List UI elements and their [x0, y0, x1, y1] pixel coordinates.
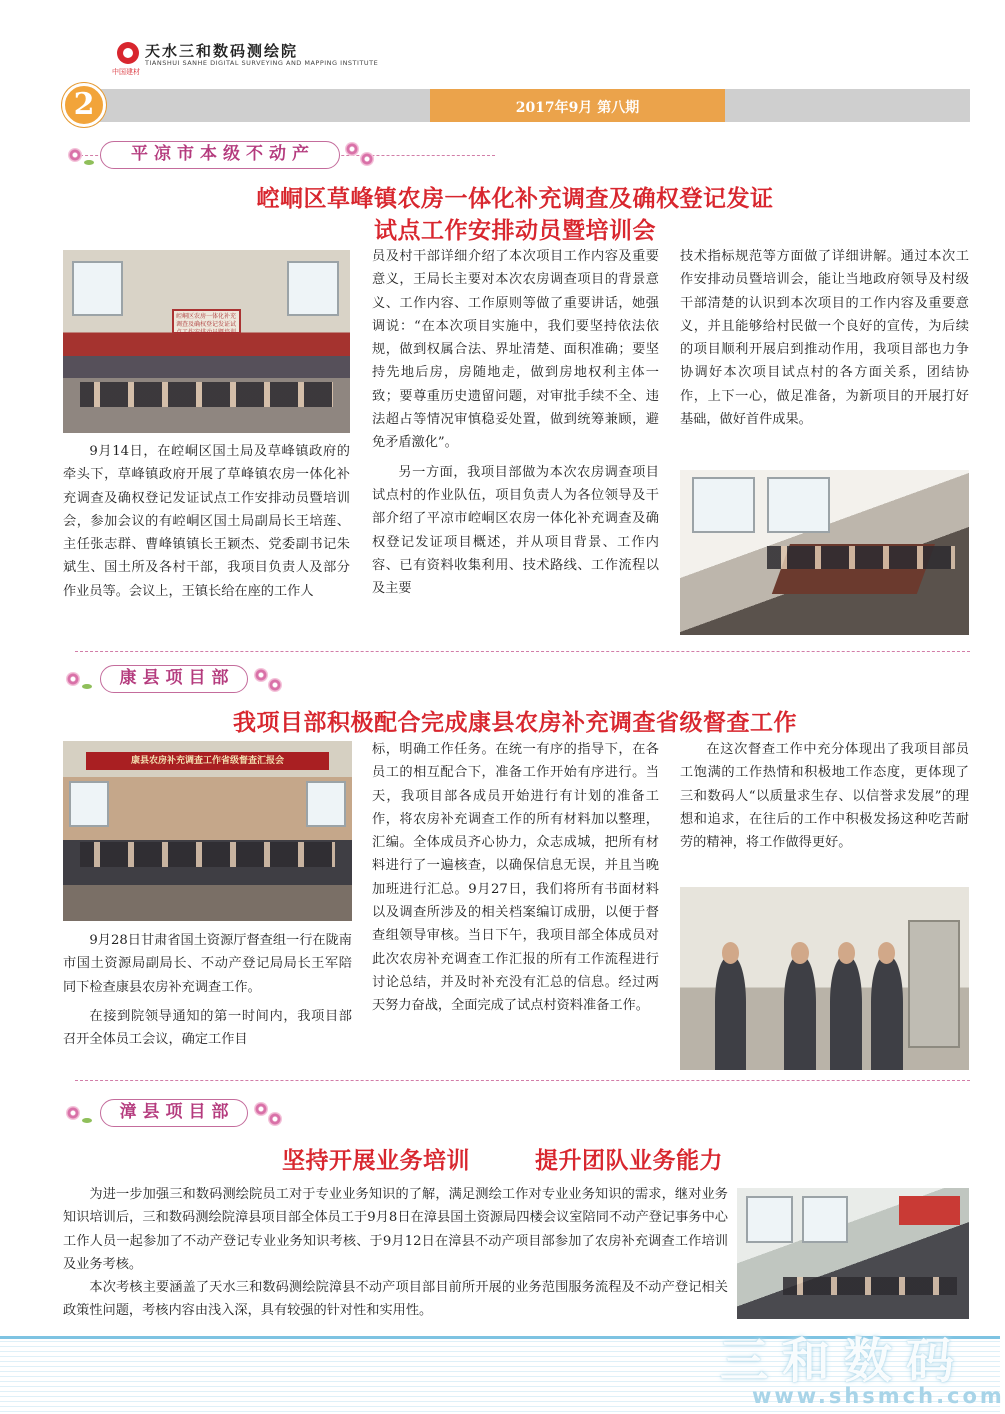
photo-people	[80, 842, 334, 867]
meeting-photo-1	[63, 250, 350, 433]
flower-icon	[66, 672, 80, 686]
photo-person	[784, 957, 816, 1070]
window-shape	[767, 477, 831, 533]
flower-icon	[268, 678, 282, 692]
s3-p1: 为进一步加强三和数码测绘院员工对于专业业务知识的了解，满足测绘工作对专业业务知识的需求，继对业务知识培训后，三和数码测绘院漳县项目部全体员工于9月8日在漳县国土资源局四楼会议室陪同不动产登记事务中心工作人员一起参加了不动产登记专业业务知识考核、于9月12日在漳县不动产项目部参加了农房补充调查工作培训及业务考核。	[63, 1187, 728, 1272]
photo-people	[767, 546, 955, 569]
s3-p2: 本次考核主要涵盖了天水三和数码测绘院漳县不动产项目部目前所开展的业务范围服务流程及不动产登记相关政策性问题，考核内容由浅入深，具有较强的针对性和实用性。	[63, 1280, 728, 1319]
headline-1-line2: 试点工作安排动员暨培训会	[374, 218, 656, 244]
s2-col3-text: 在这次督查工作中充分体现出了我项目部员工饱满的工作热情和积极地工作态度，更体现了三和数码人“以质量求生存、以信誉求发展”的理想和追求，在往后的工作中积极发扬这种吃苦耐劳的精神，将工作做得更好。	[680, 742, 969, 851]
photo-banner-text: 康县农房补充调查工作省级督查汇报会	[86, 752, 329, 770]
photo-person	[715, 957, 747, 1070]
flower-icon	[254, 668, 268, 682]
s1-column-2	[372, 245, 659, 600]
headline-1-line1: 崆峒区草峰镇农房一体化补充调查及确权登记发证	[256, 186, 774, 212]
meeting-photo-2	[680, 470, 969, 635]
s1-col2-p2: 另一方面，我项目部做为本次农房调查项目试点村的作业队伍，项目负责人为各位领导及干部介绍了平凉市崆峒区农房一体化补充调查及确权登记发证项目概述，并从项目背景、工作内容、已有资料收集利用、技术路线、工作流程以及主要	[372, 464, 659, 597]
s3-body	[63, 1183, 728, 1323]
window-shape	[69, 781, 109, 828]
window-shape	[306, 781, 346, 828]
wall-board	[899, 1196, 959, 1225]
s2-column-2	[372, 738, 659, 1018]
logo-caption: 中国建材	[112, 68, 140, 76]
photo-door	[908, 920, 960, 1048]
s1-col3-text: 技术指标规范等方面做了详细讲解。通过本次工作安排动员暨培训会，能让当地政府领导及村级干部清楚的认识到本次项目的工作内容及重要意义，并且能够给村民做一个良好的宣传，为后续的项目顺利开展启到推动作用，我项目部也力争协调好本次项目试点村的各方面关系，团结协作，上下一心，做足准备，为新项目的开展打好基础，做好首件成果。	[680, 249, 969, 428]
photo-head	[878, 942, 895, 964]
leaf-icon	[84, 160, 94, 165]
org-name: 天水三和数码测绘院	[145, 42, 299, 60]
window-shape	[287, 261, 339, 316]
company-logo-icon	[117, 42, 139, 64]
flower-icon	[345, 142, 359, 156]
inspection-photo-2	[680, 887, 969, 1070]
flower-icon	[360, 152, 374, 166]
photo-person	[830, 957, 862, 1070]
window-shape	[746, 1196, 792, 1243]
issue-tab	[430, 89, 725, 122]
org-name-en: TIANSHUI SANHE DIGITAL SURVEYING AND MAPPING INSTITUTE	[145, 59, 379, 67]
watermark-brand: 三和数码	[720, 1333, 969, 1389]
window-shape	[802, 1196, 848, 1243]
flower-icon	[66, 1106, 80, 1120]
s1-col2-p1: 员及村干部详细介绍了本次项目工作内容及重要意义，王局长主要对本次农房调查项目的背景意义、工作内容、工作原则等做了重要讲话，她强调说：“在本次项目实施中，我们要坚持依法依规，做到权属合法、界址清楚、面积准确；要坚持先地后房，房随地走，做到房地权利主体一致；要尊重历史遗留问题，对审批手续不全、违法超占等情况审慎稳妥处置，做到统筹兼顾，避免矛盾激化”。	[372, 249, 659, 451]
flower-icon	[254, 1102, 268, 1116]
photo-people	[783, 1277, 957, 1295]
s2-col1-p2: 在接到院领导通知的第一时间内，我项目部召开全体员工会议，确定工作目	[63, 1008, 352, 1048]
section-tag-pingliang: 平凉市本级不动产	[100, 141, 340, 169]
section-divider	[75, 1080, 970, 1081]
section-divider	[75, 651, 970, 652]
s1-column-3	[680, 245, 969, 431]
s2-col1-p1: 9月28日甘肃省国土资源厅督查组一行在陇南市国土资源局副局长、不动产登记局局长王军陪同下检查康县农房补充调查工作。	[63, 933, 352, 995]
s1-col1-text: 9月14日，在崆峒区国土局及草峰镇政府的牵头下，草峰镇政府开展了草峰镇农房一体化补充调查及确权登记发证试点工作安排动员暨培训会，参加会议的有崆峒区国土局副局长王培莲、主任张志群、曹峰镇镇长王颖杰、党委副书记朱斌生、国土所及各村干部，我项目负责人及部分作业员等。会议上，王镇长给在座的工作人	[63, 444, 350, 599]
photo-screen: 崆峒区农房一体化补充调查及确权登记发证试点工作安排动员暨培训会	[172, 309, 241, 335]
window-shape	[72, 261, 124, 316]
window-shape	[692, 477, 756, 533]
photo-head	[791, 942, 808, 964]
leaf-icon	[82, 1118, 92, 1123]
leaf-icon	[82, 684, 92, 689]
photo-head	[722, 942, 739, 964]
page-number: 2	[62, 83, 106, 127]
watermark-url: www.shsmch.com	[752, 1384, 1005, 1408]
issue-label: 2017年9月 第八期	[515, 100, 640, 116]
training-photo	[737, 1188, 969, 1319]
s2-column-1	[63, 929, 352, 1051]
headline-2: 我项目部积极配合完成康县农房补充调查省级督查工作	[233, 710, 797, 736]
flower-icon	[268, 1112, 282, 1126]
flower-icon	[68, 148, 82, 162]
photo-head	[838, 942, 855, 964]
photo-people	[80, 382, 333, 408]
section-tag-zhangxian: 漳县项目部	[100, 1099, 248, 1127]
s2-col2-text: 标，明确工作任务。在统一有序的指导下，在各员工的相互配合下，准备工作开始有序进行。当天，我项目部各成员开始进行有计划的准备工作，将农房补充调查工作的所有材料加以整理，汇编。全体成员齐心协力，众志成城，把所有材料进行了一遍核查，以确保信息无误，并且当晚加班进行汇总。9月27日，我们将所有书面材料以及调查所涉及的相关档案编订成册，以便于督查组领导审核。当日下午，我项目部全体成员对此次农房补充调查工作汇报的所有工作流程进行讨论总结，并及时补充没有汇总的信息。经过两天努力奋战，全面完成了试点村资料准备工作。	[372, 742, 659, 1014]
s1-column-1	[63, 440, 350, 603]
s2-column-3	[680, 738, 969, 854]
inspection-photo-1	[63, 741, 352, 921]
header-bar	[95, 89, 970, 122]
headline-3-part1: 坚持开展业务培训	[282, 1148, 470, 1174]
photo-person	[871, 957, 903, 1070]
section-tag-kangxian: 康县项目部	[100, 665, 248, 693]
headline-3-part2: 提升团队业务能力	[535, 1148, 723, 1174]
